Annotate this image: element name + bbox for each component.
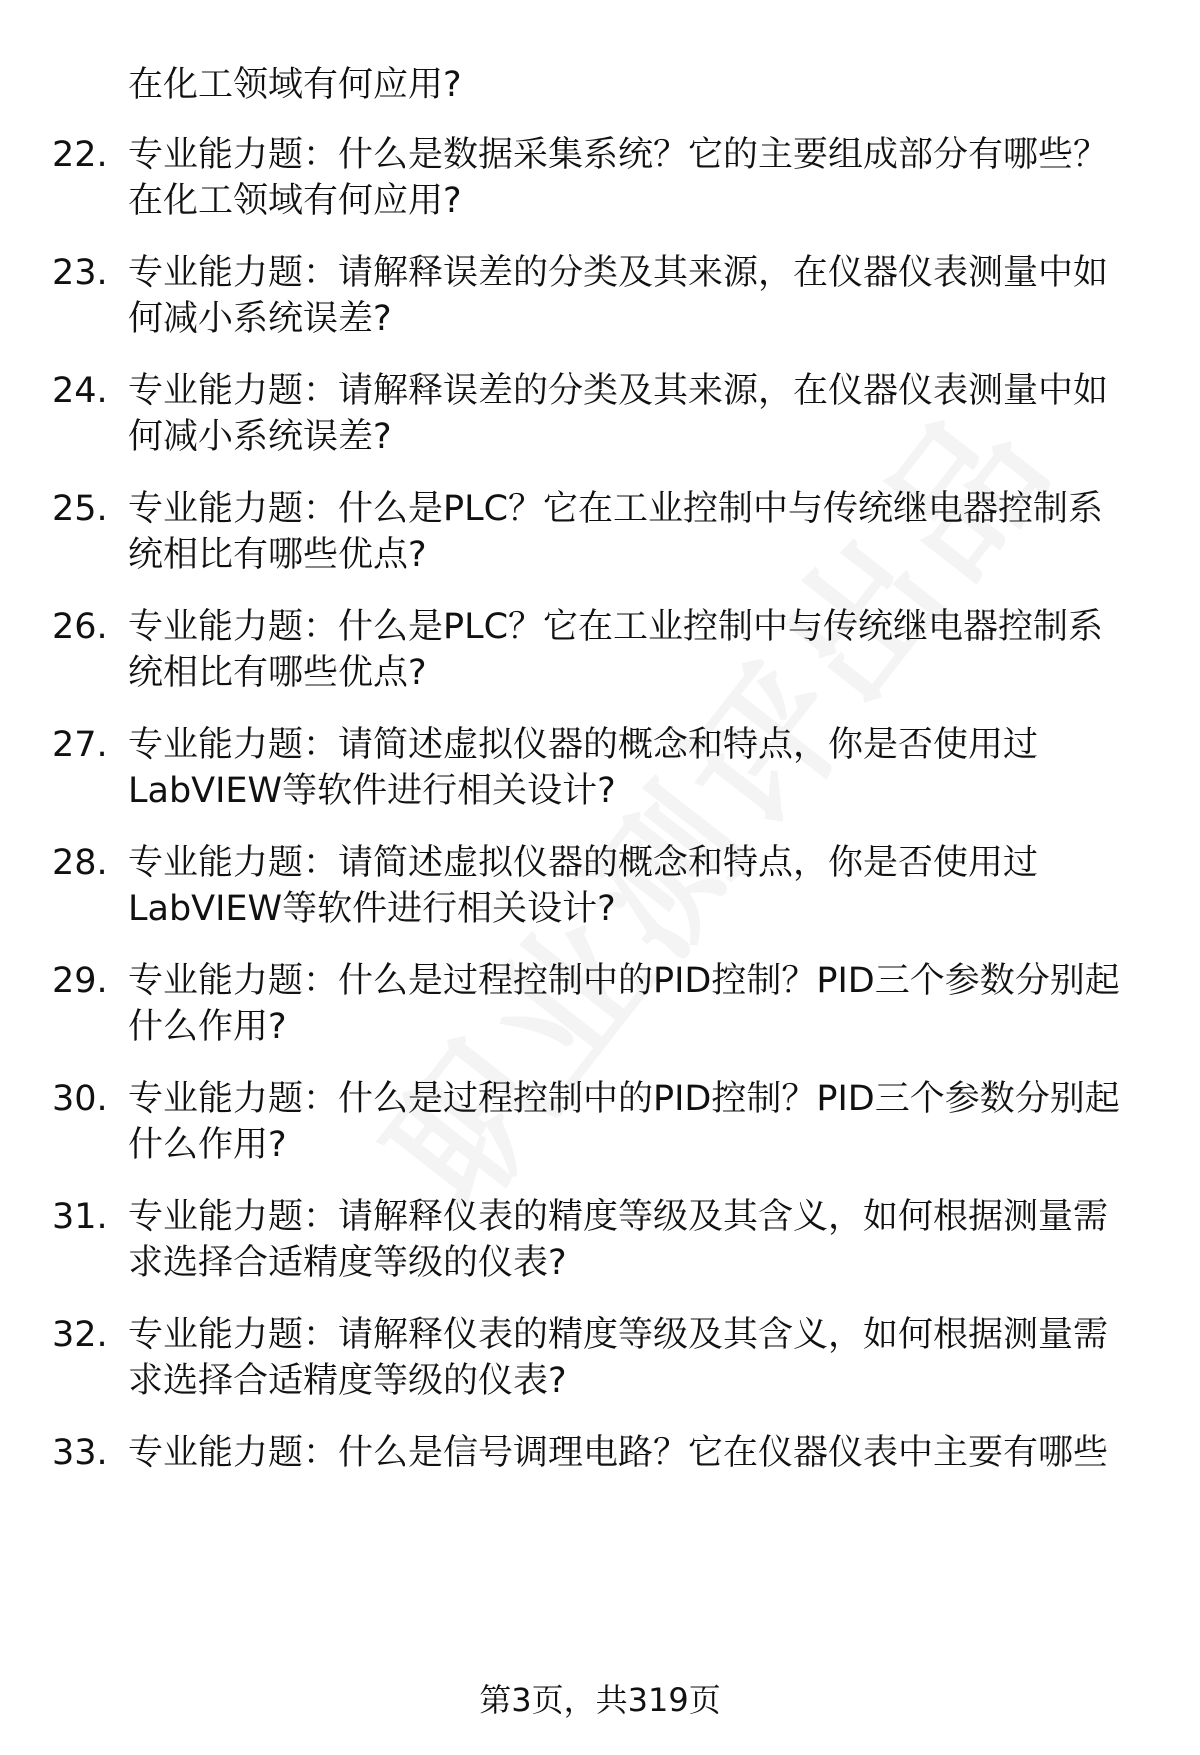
question-line: 专业能力题：什么是过程控制中的PID控制？PID三个参数分别起: [128, 961, 1120, 1001]
question-number: 32.: [52, 1315, 108, 1355]
question-number: 25.: [52, 489, 108, 529]
question-line: 专业能力题：请解释仪表的精度等级及其含义，如何根据测量需: [128, 1197, 1109, 1237]
question-line: LabVIEW等软件进行相关设计?: [128, 889, 616, 929]
question-line: 求选择合适精度等级的仪表?: [128, 1361, 567, 1401]
question-number: 23.: [52, 253, 108, 293]
question-line: 什么作用?: [128, 1125, 287, 1165]
question-line: 专业能力题：请简述虚拟仪器的概念和特点，你是否使用过: [128, 843, 1039, 883]
question-line: 何减小系统误差?: [128, 299, 392, 339]
question-line: 专业能力题：什么是过程控制中的PID控制？PID三个参数分别起: [128, 1079, 1120, 1119]
question-text: [128, 1430, 1168, 1476]
question-text: [128, 604, 1168, 696]
question-line: 何减小系统误差?: [128, 417, 392, 457]
question-text: [128, 250, 1168, 342]
question-number: 24.: [52, 371, 108, 411]
question-line: 什么作用?: [128, 1007, 287, 1047]
question-line: 统相比有哪些优点?: [128, 535, 427, 575]
question-line: 求选择合适精度等级的仪表?: [128, 1243, 567, 1283]
question-number: 28.: [52, 843, 108, 883]
question-line: 专业能力题：什么是数据采集系统？它的主要组成部分有哪些？: [128, 135, 1109, 175]
question-text: [128, 1076, 1168, 1168]
question-line: 在化工领域有何应用?: [128, 181, 462, 221]
question-line: 专业能力题：什么是信号调理电路？它在仪器仪表中主要有哪些: [128, 1433, 1109, 1473]
page-footer: 第3页，共319页: [479, 1681, 721, 1719]
question-line: 专业能力题：请解释仪表的精度等级及其含义，如何根据测量需: [128, 1315, 1109, 1355]
question-line: LabVIEW等软件进行相关设计?: [128, 771, 616, 811]
question-text: [128, 368, 1168, 460]
question-line: 专业能力题：请解释误差的分类及其来源，在仪器仪表测量中如: [128, 253, 1109, 293]
question-number: 26.: [52, 607, 108, 647]
question-number: 27.: [52, 725, 108, 765]
question-text: [128, 1312, 1168, 1404]
question-text: [128, 132, 1168, 224]
question-number: 22.: [52, 135, 108, 175]
question-text: [128, 722, 1168, 814]
question-number: 31.: [52, 1197, 108, 1237]
question-text: [128, 1194, 1168, 1286]
question-text: [128, 958, 1168, 1050]
question-line: 专业能力题：请解释误差的分类及其来源，在仪器仪表测量中如: [128, 371, 1109, 411]
question-line: 专业能力题：什么是PLC？它在工业控制中与传统继电器控制系: [128, 607, 1104, 647]
question-text: [128, 486, 1168, 578]
question-number: 30.: [52, 1079, 108, 1119]
question-line: 专业能力题：请简述虚拟仪器的概念和特点，你是否使用过: [128, 725, 1039, 765]
question-line: 统相比有哪些优点?: [128, 653, 427, 693]
continued-question-text: 在化工领域有何应用?: [128, 65, 462, 105]
question-text: [128, 840, 1168, 932]
question-number: 33.: [52, 1433, 108, 1473]
question-line: 专业能力题：什么是PLC？它在工业控制中与传统继电器控制系: [128, 489, 1104, 529]
question-number: 29.: [52, 961, 108, 1001]
